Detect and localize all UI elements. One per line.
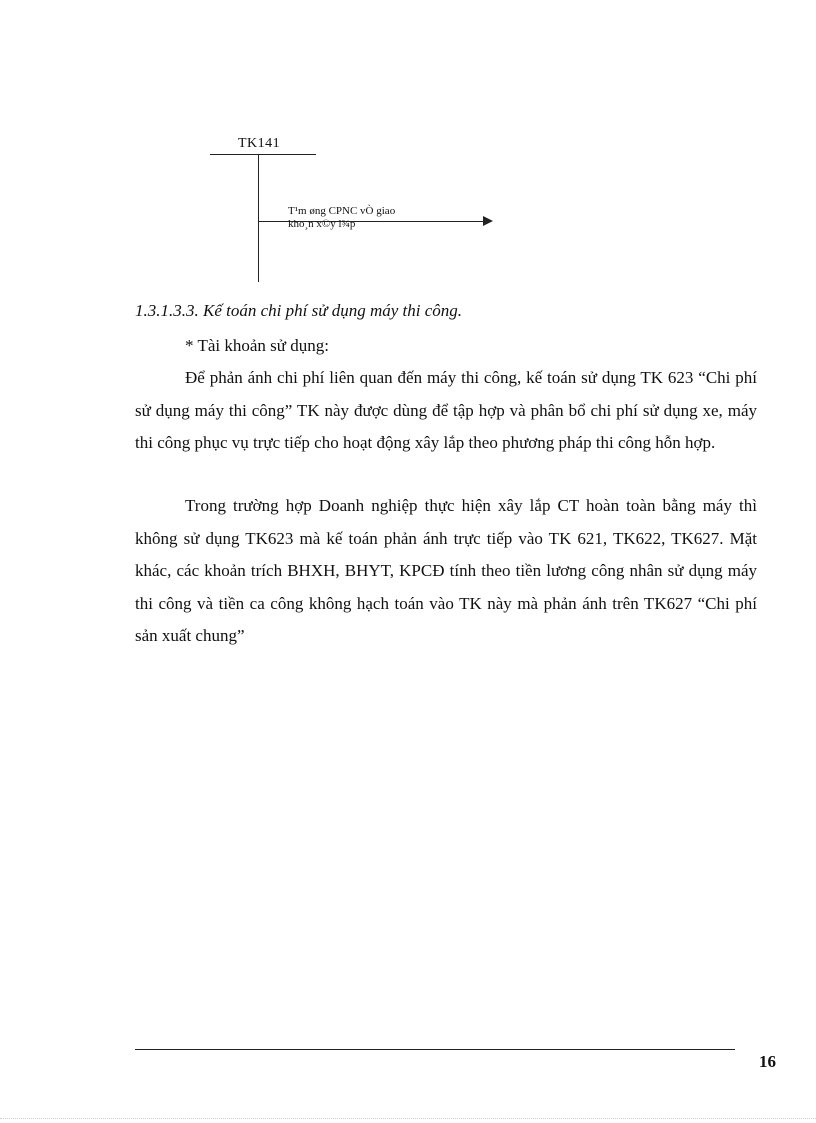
subheading-text: * Tài khoản sử dụng: xyxy=(185,336,329,355)
page-bottom-border xyxy=(0,1118,816,1119)
subheading xyxy=(135,330,757,363)
footer-rule xyxy=(135,1049,735,1050)
t-account-diagram xyxy=(0,0,816,300)
arrow-head-icon xyxy=(483,216,493,226)
account-label: TK141 xyxy=(238,136,281,151)
paragraph-1: Để phản ánh chi phí liên quan đến máy thi công, kế toán sử dụng TK 623 “Chi phí sử dụng máy thi công” TK này được dùng để tập hợp và phân bổ chi phí sử dụng xe, máy thi công phục vụ trực tiếp cho hoạt động xây lắp theo phương pháp thi công hỗn hợp. xyxy=(135,368,757,452)
account-horizontal-line xyxy=(210,154,316,155)
page-number: 16 xyxy=(759,1052,776,1071)
section-heading: 1.3.1.3.3. Kế toán chi phí sử dụng máy thi công. xyxy=(135,301,463,320)
flow-arrow-label-line1: T¹m øng CPNC vÒ giao xyxy=(288,205,396,217)
paragraph-2: Trong trường hợp Doanh nghiệp thực hiện xây lắp CT hoàn toàn bằng máy thì không sử dụng TK623 mà kế toán phản ánh trực tiếp vào TK 621, TK622, TK627. Mặt khác, các khoản trích BHXH, BHYT, KPCĐ tính theo tiền lương công nhân sử dụng máy thi công và tiền ca công không hạch toán vào TK này mà phản ánh trên TK627 “Chi phí sản xuất chung” xyxy=(135,496,757,645)
flow-arrow-label-line2: kho¸n x©y l¾p xyxy=(288,218,356,230)
account-vertical-line xyxy=(258,154,259,282)
flow-arrow-label xyxy=(288,205,395,231)
